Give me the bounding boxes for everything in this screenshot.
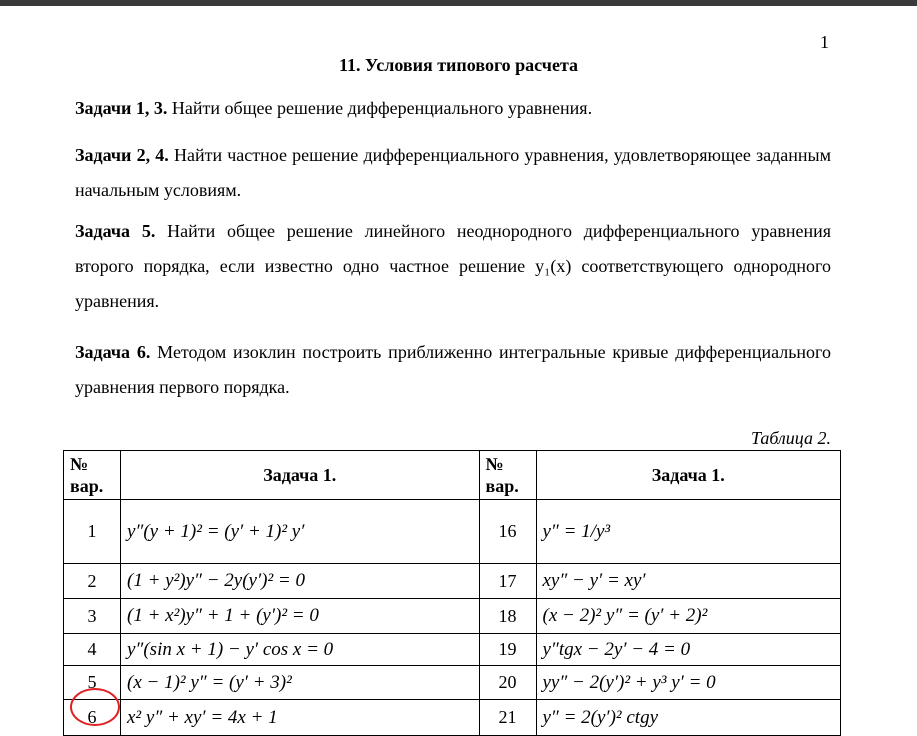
paragraph-label: Задача 5. [75, 221, 156, 241]
table-row [64, 700, 841, 736]
table-header-row [64, 451, 841, 500]
table-row [64, 666, 841, 700]
paragraph-label: Задача 6. [75, 342, 151, 362]
paragraph-label: Задачи 2, 4. [75, 145, 169, 165]
variant-number: 19 [479, 634, 536, 666]
variant-number: 6 [64, 700, 121, 736]
equation: (x − 2)² y″ = (y′ + 2)² [536, 599, 841, 634]
highlight-circle-annotation [70, 688, 120, 726]
table-row [64, 564, 841, 599]
equation: y″(y + 1)² = (y′ + 1)² y′ [121, 500, 480, 564]
header-task-left: Задача 1. [121, 451, 480, 500]
paragraph-task-5 [75, 214, 831, 319]
variant-number: 20 [479, 666, 536, 700]
table-row [64, 500, 841, 564]
paragraph-text: Найти общее решение дифференциального уравнения. [167, 98, 593, 118]
equation: y″ = 2(y′)² ctgy [536, 700, 841, 736]
equation: x² y″ + xy′ = 4x + 1 [121, 700, 480, 736]
variant-number: 16 [479, 500, 536, 564]
table-row [64, 599, 841, 634]
equation: (1 + y²)y″ − 2y(y′)² = 0 [121, 564, 480, 599]
paragraph-text: Найти частное решение дифференциального уравнения, удовлетворяющее заданным начальным условиям. [75, 145, 831, 200]
equation: y″(sin x + 1) − y′ cos x = 0 [121, 634, 480, 666]
equation: xy″ − y′ = xy′ [536, 564, 841, 599]
table-caption: Таблица 2. [750, 428, 831, 448]
variant-number: 3 [64, 599, 121, 634]
paragraph-text: Методом изоклин построить приближенно интегральные кривые дифференциального уравнения первого порядка. [75, 342, 831, 397]
paragraph-label: Задачи 1, 3. [75, 98, 168, 118]
page-number: 1 [820, 32, 829, 52]
variant-number: 2 [64, 564, 121, 599]
equation: y″ = 1/y³ [536, 500, 841, 564]
variant-number: 5 [64, 666, 121, 700]
paragraph-task-6 [75, 335, 831, 405]
tasks-table [63, 450, 841, 736]
header-task-right: Задача 1. [536, 451, 841, 500]
equation: yy″ − 2(y′)² + y³ y′ = 0 [536, 666, 841, 700]
paragraph-task-1-3 [75, 91, 831, 126]
table-row [64, 634, 841, 666]
equation: (1 + x²)y″ + 1 + (y′)² = 0 [121, 599, 480, 634]
equation: (x − 1)² y″ = (y′ + 3)² [121, 666, 480, 700]
variant-number: 4 [64, 634, 121, 666]
header-variant-left: № вар. [64, 451, 121, 500]
variant-number: 21 [479, 700, 536, 736]
variant-number: 18 [479, 599, 536, 634]
variant-number: 17 [479, 564, 536, 599]
header-variant-right: № вар. [479, 451, 536, 500]
equation: y″tgx − 2y′ − 4 = 0 [536, 634, 841, 666]
variant-number: 1 [64, 500, 121, 564]
paragraph-task-2-4 [75, 138, 831, 208]
section-title: 11. Условия типового расчета [338, 55, 579, 75]
paragraph-text: Найти общее решение линейного неоднородного дифференциального уравнения второго порядка, если известно одно частное решение y₁(x) соответствующего однородного уравнения. [75, 221, 831, 311]
top-border [0, 0, 917, 6]
